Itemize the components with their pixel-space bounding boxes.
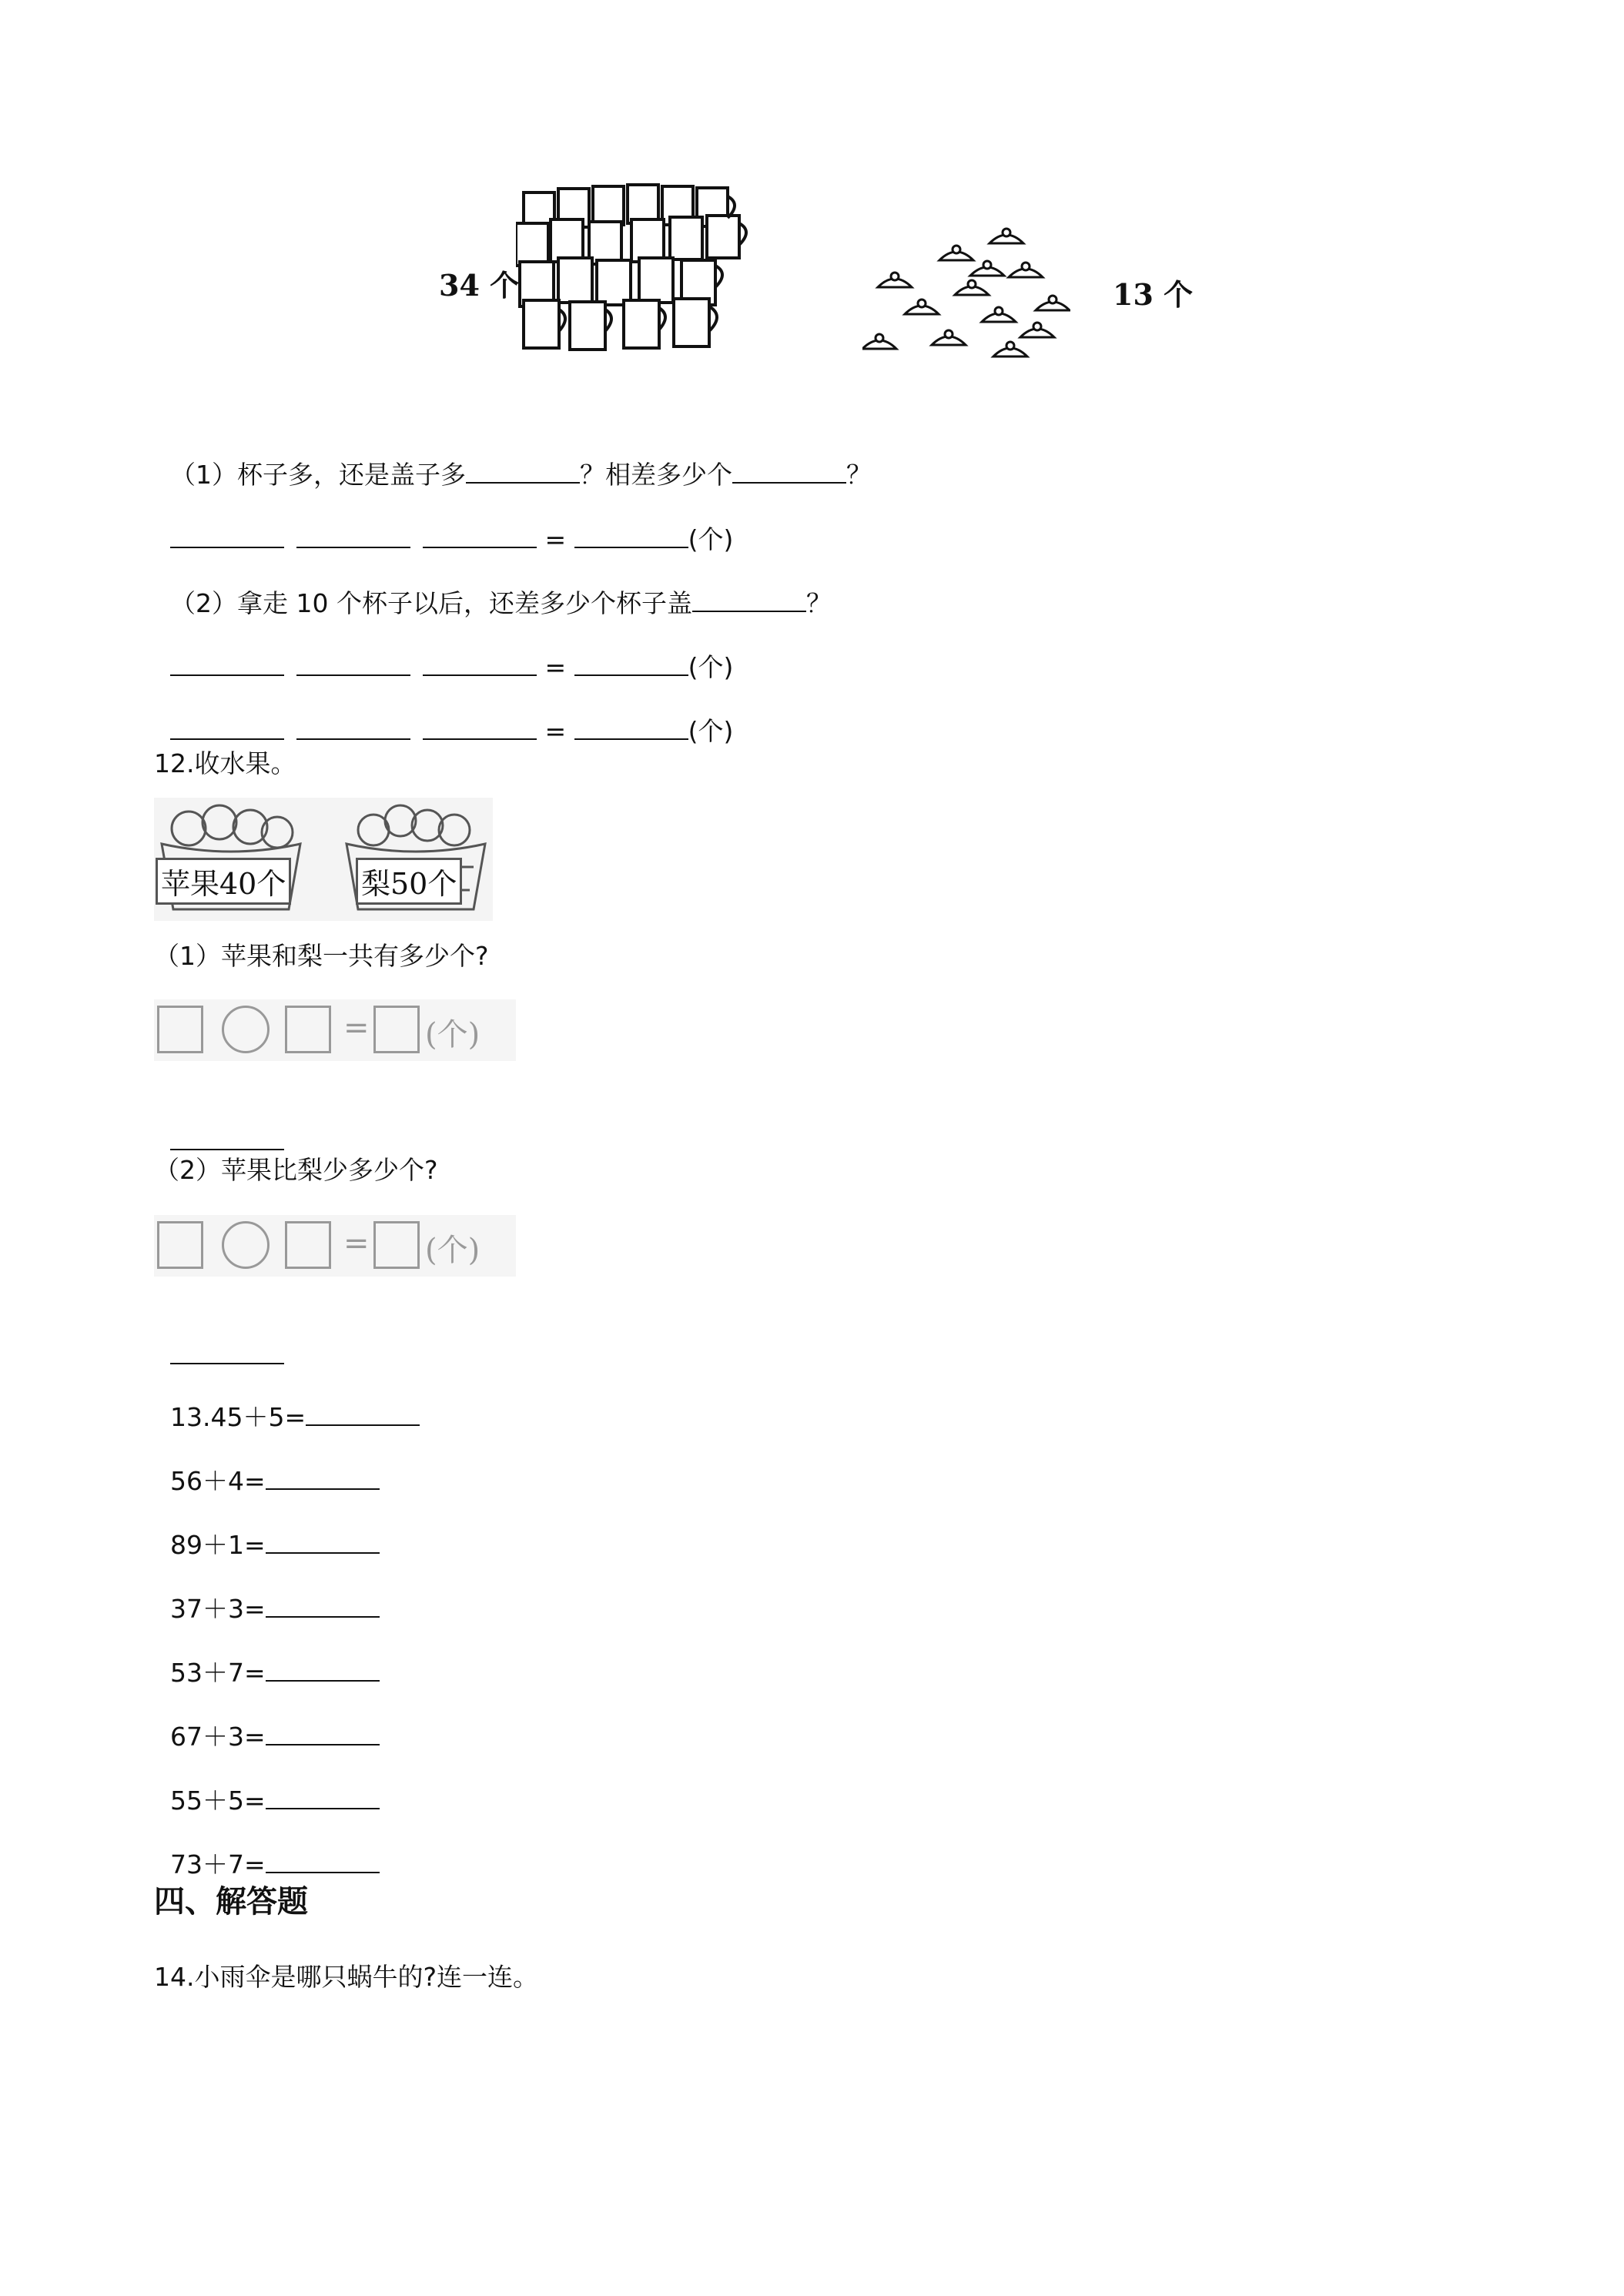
lids-count-label: 13 个	[1113, 277, 1194, 312]
equals-sign: =	[343, 1010, 370, 1046]
q13-line	[154, 1371, 420, 1433]
unit-label: (个)	[688, 716, 734, 746]
unit-label: (个)	[688, 524, 734, 554]
operator-circle[interactable]	[222, 1006, 270, 1053]
section-heading: 四、解答题	[154, 1883, 308, 1919]
answer-blank[interactable]	[296, 524, 410, 548]
answer-blank[interactable]	[296, 715, 410, 740]
answer-blank[interactable]	[306, 1401, 420, 1426]
q12-answer-1	[154, 1095, 284, 1157]
apple-count-label: 苹果40个	[156, 858, 291, 905]
arithmetic-expression: 13.45＋5=	[169, 1402, 306, 1432]
q12-part1: （1）苹果和梨一共有多少个?	[154, 941, 489, 971]
answer-box[interactable]	[373, 1221, 420, 1269]
answer-blank[interactable]	[423, 651, 537, 676]
arithmetic-expression: 56＋4=	[169, 1466, 266, 1496]
unit-label: (个)	[688, 652, 734, 682]
q11-equation-2	[154, 621, 733, 683]
answer-blank[interactable]	[423, 715, 537, 740]
unit-label: (个)	[425, 1017, 481, 1053]
q12-answer-2	[154, 1309, 284, 1371]
answer-blank[interactable]	[574, 524, 688, 548]
answer-blank[interactable]	[266, 1529, 380, 1554]
q11-part1-prefix: （1）杯子多，还是盖子多	[169, 460, 466, 490]
q11-equation-1	[154, 493, 733, 555]
equation-template-1	[154, 999, 516, 1061]
answer-blank[interactable]	[423, 524, 537, 548]
answer-blank[interactable]	[266, 1593, 380, 1618]
equals-sign: =	[536, 652, 574, 682]
q12-title: 12.收水果。	[154, 748, 296, 778]
cups-lids-figure	[431, 177, 1201, 377]
equals-sign: =	[343, 1226, 370, 1261]
answer-blank[interactable]	[266, 1657, 380, 1682]
operator-circle[interactable]	[222, 1221, 270, 1269]
arithmetic-expression: 37＋3=	[169, 1594, 266, 1624]
answer-blank[interactable]	[170, 524, 284, 548]
cups-count-label: 34 个	[439, 268, 520, 303]
answer-blank[interactable]	[692, 587, 806, 612]
answer-box[interactable]	[157, 1006, 203, 1053]
q11-part1-mid: ？相差多少个	[579, 460, 732, 490]
q13-line	[154, 1690, 380, 1752]
q13-line	[154, 1562, 380, 1625]
answer-blank[interactable]	[170, 715, 284, 740]
equation-template-2	[154, 1215, 516, 1277]
arithmetic-expression: 53＋7=	[169, 1658, 266, 1688]
answer-blank[interactable]	[574, 651, 688, 676]
answer-blank[interactable]	[266, 1785, 380, 1809]
arithmetic-expression: 89＋1=	[169, 1530, 266, 1560]
answer-blank[interactable]	[170, 1126, 284, 1150]
arithmetic-expression: 73＋7=	[169, 1849, 266, 1879]
answer-box[interactable]	[285, 1006, 331, 1053]
q13-line	[154, 1434, 380, 1497]
q13-line	[154, 1754, 380, 1816]
pear-count-label: 梨50个	[356, 858, 462, 905]
equals-sign: =	[536, 524, 574, 554]
answer-blank[interactable]	[266, 1849, 380, 1873]
unit-label: (个)	[425, 1233, 481, 1268]
answer-blank[interactable]	[170, 1340, 284, 1364]
arithmetic-expression: 67＋3=	[169, 1722, 266, 1752]
lids-drawing	[862, 223, 1070, 377]
q11-part2-end: ？	[805, 588, 832, 618]
answer-box[interactable]	[157, 1221, 203, 1269]
answer-blank[interactable]	[296, 651, 410, 676]
q11-part1-end: ？	[845, 460, 872, 490]
answer-blank[interactable]	[466, 459, 580, 484]
q13-line	[154, 1626, 380, 1689]
q11-part2-prefix: （2）拿走 10 个杯子以后，还差多少个杯子盖	[169, 588, 692, 618]
cups-drawing	[516, 177, 778, 370]
answer-blank[interactable]	[266, 1721, 380, 1745]
answer-blank[interactable]	[266, 1465, 380, 1490]
q11-part2	[154, 557, 832, 619]
arithmetic-expression: 55＋5=	[169, 1786, 266, 1816]
answer-blank[interactable]	[574, 715, 688, 740]
equals-sign: =	[536, 716, 574, 746]
q11-part1	[154, 428, 872, 490]
answer-box[interactable]	[373, 1006, 420, 1053]
fruit-baskets-figure	[154, 798, 493, 921]
q11-equation-3	[154, 684, 733, 747]
q13-line	[154, 1498, 380, 1561]
answer-blank[interactable]	[170, 651, 284, 676]
q14-title: 14.小雨伞是哪只蜗牛的?连一连。	[154, 1962, 538, 1992]
q12-part2: （2）苹果比梨少多少个?	[154, 1155, 438, 1185]
answer-blank[interactable]	[732, 459, 846, 484]
q13-line	[154, 1818, 380, 1880]
answer-box[interactable]	[285, 1221, 331, 1269]
